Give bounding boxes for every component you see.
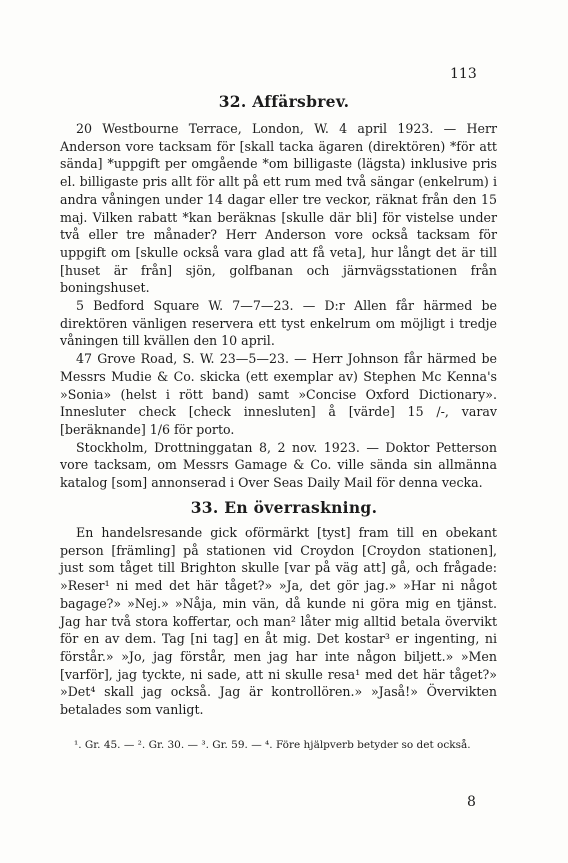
paragraph: 5 Bedford Square W. 7—7—23. — D:r Allen får härmed be direktören vänligen reservera ett tyst enkelrum om möjligt i tredje våningen till kvällen den 10 april. [60, 298, 497, 349]
section-33-body [60, 524, 497, 719]
footnote: ¹. Gr. 45. — ². Gr. 30. — ³. Gr. 59. — ⁴. Före hjälpverb betyder so det också. [74, 739, 471, 751]
paragraph: 47 Grove Road, S. W. 23—5—23. — Herr Johnson får härmed be Messrs Mudie & Co. skicka (ett exemplar av) Stephen Mc Kenna's »Sonia» (helst i rött band) samt »Concise Oxford Dictionary». Innesluter check [check innesluten] å [värde] 15 /-, varav [beräknande] 1/6 för porto. [60, 351, 497, 437]
page-number-bottom: 8 [467, 794, 476, 810]
page-number-top: 113 [450, 66, 477, 82]
paragraph: En handelsresande gick oförmärkt [tyst] fram till en obekant person [främling] på stationen vid Croydon [Croydon stationen], just som tåget till Brighton skulle [var på väg att] gå, och frågade: »Reser¹ ni med det här tåget?» »Ja, det gör jag.» »Har ni något bagage?» »Nej.» »Nåja, min vän, då kunde ni göra mig en tjänst. Jag har två stora koffertar, och man² låter mig alltid betala övervikt för en av dem. Tag [ni tag] en åt mig. Det kostar³ er ingenting, ni förstår.» »Jo, jag förstår, men jag har inte någon biljett.» »Men [varför], jag tyckte, ni sade, att ni skulle resa¹ med det här tåget?» »Det⁴ skall jag också. Jag är kontrollören.» »Jaså!» Övervikten betalades som vanligt. [60, 525, 497, 718]
paragraph: 20 Westbourne Terrace, London, W. 4 april 1923. — Herr Anderson vore tacksam för [skall tacka ägaren (direktören) *för att sända] *uppgift per omgående *om billigaste (lägsta) inklusive pris el. billigaste pris allt för allt på ett rum med två sängar (enkelrum) i andra våningen under 14 dagar eller tre veckor, räknat från den 15 maj. Vilken rabatt *kan beräknas [skulle där bli] för vistelse under två eller tre månader? Herr Anderson vore också tacksam för uppgift om [skulle också vara glad att få veta], hur långt det är till [huset är från] sjön, golfbanan och järnvägsstationen från boningshuset. [60, 121, 497, 296]
paragraph: Stockholm, Drottninggatan 8, 2 nov. 1923. — Doktor Petterson vore tacksam, om Messrs Gamage & Co. ville sända sin allmänna katalog [som] annonserad i Over Seas Daily Mail för denna vecka. [60, 439, 497, 491]
section-32-title: 32. Affärsbrev. [218, 92, 350, 111]
section-32-body [60, 120, 497, 492]
section-33-title: 33. En överraskning. [190, 498, 378, 517]
